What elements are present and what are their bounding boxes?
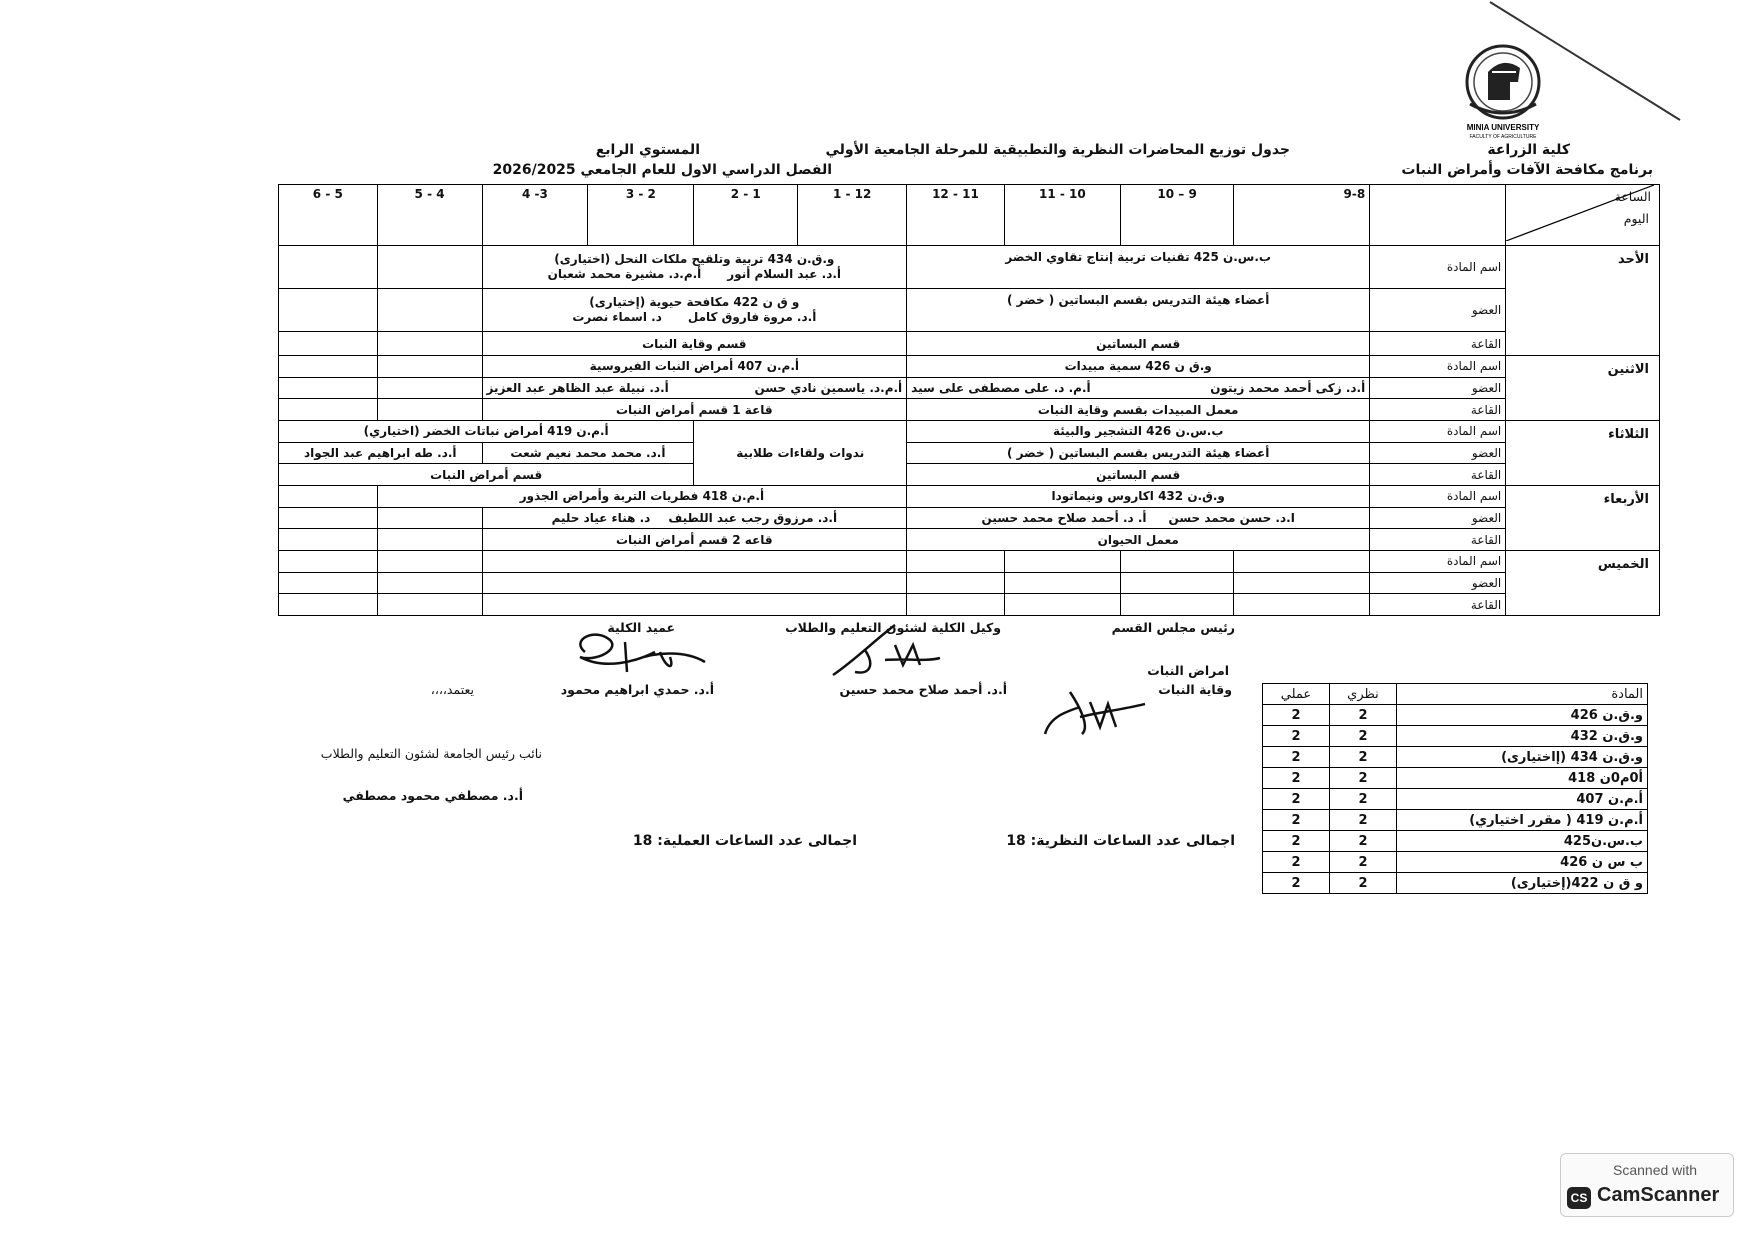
faculty-name: كلية الزراعة [1487, 142, 1570, 158]
wed-member-label: العضو [1370, 507, 1506, 529]
thu-member-6-5 [279, 572, 378, 594]
thu-member-12-11 [1004, 572, 1120, 594]
thu-subject-b [482, 550, 907, 572]
wed-subject-label: اسم المادة [1370, 486, 1506, 508]
mon-hall-a: معمل المبيدات بقسم وقاية النبات [907, 399, 1370, 421]
wed-member-a2: أ. د. أحمد صلاح محمد حسين [981, 511, 1147, 525]
thu-hall-1-12 [907, 594, 1005, 616]
table-row [1263, 873, 1648, 894]
thu-member-label: العضو [1370, 572, 1506, 594]
summary-theory: 2 [1330, 705, 1397, 726]
mon-subject-a: و.ق ن 426 سمية مبيدات [907, 356, 1370, 378]
schedule-table [278, 184, 1660, 616]
thu-member-11-10 [1121, 572, 1234, 594]
wed-member-5-4 [377, 507, 482, 529]
vp-title: نائب رئيس الجامعة لشئون التعليم والطلاب [320, 746, 542, 761]
mon-hall-5-4 [377, 399, 482, 421]
mon-hall-b: قاعة 1 قسم أمراض النبات [482, 399, 907, 421]
day-thursday: الخميس [1506, 550, 1660, 615]
summary-practical: 2 [1263, 747, 1330, 768]
thu-subject-11-10 [1121, 550, 1234, 572]
thu-subject-6-5 [279, 550, 378, 572]
thu-subject-5-4 [377, 550, 482, 572]
thu-hall-5-4 [377, 594, 482, 616]
time-12-11: 12 - 11 [907, 185, 1005, 246]
mon-member-a [907, 377, 1370, 399]
table-row [1263, 768, 1648, 789]
summary-theory: 2 [1330, 873, 1397, 894]
time-9-8: 9-8 [1234, 185, 1370, 246]
thu-hall-label: القاعة [1370, 594, 1506, 616]
thu-hall-11-10 [1121, 594, 1234, 616]
scanner-small-text: Scanned with [1613, 1162, 1698, 1178]
thu-subject-1-12 [907, 550, 1005, 572]
sun-subject-6-5 [279, 245, 378, 288]
wed-hall-label: القاعة [1370, 529, 1506, 551]
sun-hall-6-5 [279, 332, 378, 356]
wed-member-b2: د. هناء عياد حليم [551, 511, 651, 525]
summary-practical: 2 [1263, 852, 1330, 873]
day-wednesday: الأربعاء [1506, 486, 1660, 551]
corner-day-label: اليوم [1623, 211, 1649, 226]
thu-hall-12-11 [1004, 594, 1120, 616]
table-row [1263, 810, 1648, 831]
sun-subject-c-title: و ق ن 422 مكافحة حيوية (إختيارى) [589, 295, 800, 310]
time-11-10: 11 - 10 [1004, 185, 1120, 246]
summary-header-subject: المادة [1397, 684, 1648, 705]
summary-practical: 2 [1263, 705, 1330, 726]
mon-subject-b: أ.م.ن 407 أمراض النبات الفيروسية [482, 356, 907, 378]
logo-university-text: MINIA UNIVERSITY [1466, 123, 1540, 132]
corner-time-label: الساعة [1614, 189, 1651, 204]
sun-subject-b [482, 245, 907, 288]
mon-member-label: العضو [1370, 377, 1506, 399]
time-1-12: 1 - 12 [798, 185, 907, 246]
mon-member-b2: أ.د. نبيلة عبد الظاهر عبد العزيز [486, 381, 669, 396]
thu-member-b [482, 572, 907, 594]
mon-hall-6-5 [279, 399, 378, 421]
summary-subject: أ.م.ن 407 [1397, 789, 1648, 810]
table-row [1263, 705, 1648, 726]
time-10-9: 10 – 9 [1121, 185, 1234, 246]
mon-member-b1: أ.م.د. ياسمين نادي حسن [754, 381, 903, 396]
camscanner-watermark [1560, 1153, 1734, 1217]
summary-theory: 2 [1330, 789, 1397, 810]
thu-hall-b [482, 594, 907, 616]
mon-subject-label: اسم المادة [1370, 356, 1506, 378]
summary-theory: 2 [1330, 747, 1397, 768]
document-title: جدول توزيع المحاضرات النظرية والتطبيقية للمرحلة الجامعية الأولي [825, 142, 1290, 158]
summary-table [1262, 683, 1648, 894]
summary-subject: أ0م0ن 418 [1397, 768, 1648, 789]
time-5-4: 5 - 4 [377, 185, 482, 246]
sun-subject-c [482, 288, 907, 331]
camscanner-logo-icon: CS [1567, 1187, 1591, 1209]
summary-theory: 2 [1330, 852, 1397, 873]
wed-hall-5-4 [377, 529, 482, 551]
dept-head-title: رئيس مجلس القسم [1111, 620, 1235, 635]
tue-seminar: ندوات ولقاءات طلابية [694, 421, 907, 486]
mon-subject-5-4 [377, 356, 482, 378]
summary-subject: و ق ن 422(إختيارى) [1397, 873, 1648, 894]
time-4-3: 4 -3 [482, 185, 588, 246]
wed-member-a1: ا.د. حسن محمد حسن [1168, 511, 1295, 525]
summary-practical: 2 [1263, 831, 1330, 852]
tue-member-label: العضو [1370, 442, 1506, 464]
semester-label: الفصل الدراسي الاول للعام الجامعي 2026/2025 [492, 162, 832, 178]
vice-dean-title: وكيل الكلية لشئون التعليم والطلاب [785, 620, 1001, 635]
scanner-brand-text: CamScanner [1597, 1184, 1720, 1206]
sun-hall-5-4 [377, 332, 482, 356]
sun-subject-5-4 [377, 245, 482, 288]
sun-subject-b-title: و.ق.ن 434 تربية وتلقيح ملكات النحل (اختيارى) [554, 251, 835, 266]
table-row [1263, 852, 1648, 873]
wed-subject-a: و.ق.ن 432 اكاروس ونيماتودا [907, 486, 1370, 508]
thu-hall-6-5 [279, 594, 378, 616]
wed-member-b1: أ.د. مرزوق رجب عبد اللطيف [668, 511, 838, 525]
wed-subject-b: أ.م.ن 418 فطريات التربة وأمراض الجذور [377, 486, 907, 508]
wed-hall-a: معمل الحيوان [907, 529, 1370, 551]
table-row [1263, 726, 1648, 747]
sun-member-label: العضو [1370, 288, 1506, 331]
thu-member-9-8 [1234, 572, 1370, 594]
level-label: المستوي الرابع [595, 142, 700, 158]
thu-hall-9-8 [1234, 594, 1370, 616]
corner-header [1506, 185, 1660, 246]
tue-hall-a: قسم البساتين [907, 464, 1370, 486]
sun-member-c1: أ.د. مروة فاروق كامل [687, 310, 817, 325]
table-row [1263, 747, 1648, 768]
summary-subject: أ.م.ن 419 ( مقرر اختياري) [1397, 810, 1648, 831]
thu-subject-9-8 [1234, 550, 1370, 572]
tue-hall-b: قسم أمراض النبات [279, 464, 694, 486]
summary-practical: 2 [1263, 768, 1330, 789]
sun-member-5-4 [377, 288, 482, 331]
vice-dean-signature [825, 620, 945, 682]
wed-member-6-5 [279, 507, 378, 529]
wed-hall-6-5 [279, 529, 378, 551]
row-label-header-blank [1370, 185, 1506, 246]
tue-member-a: أعضاء هيئة التدريس بقسم البساتين ( خضر ) [907, 442, 1370, 464]
summary-subject: و.ق.ن 426 [1397, 705, 1648, 726]
total-practical-hours: اجمالى عدد الساعات العملية: 18 [632, 833, 857, 849]
dept-head-dept1: امراض النبات [1147, 663, 1229, 678]
dean-title: عميد الكلية [607, 620, 675, 635]
summary-header-practical: عملي [1263, 684, 1330, 705]
summary-practical: 2 [1263, 789, 1330, 810]
dept-head-dept2: وقاية النبات [1158, 682, 1232, 697]
summary-subject: و.ق.ن 432 [1397, 726, 1648, 747]
tue-member-b1-cell: أ.د. محمد محمد نعيم شعت [482, 442, 694, 464]
tue-subject-b: أ.م.ن 419 أمراض نباتات الخضر (اختياري) [279, 421, 694, 443]
summary-theory: 2 [1330, 831, 1397, 852]
dept-head-signature [1040, 672, 1150, 744]
day-tuesday: الثلاثاء [1506, 421, 1660, 486]
vice-dean-name: أ.د. أحمد صلاح محمد حسين [839, 682, 1007, 697]
mon-member-5-4 [377, 377, 482, 399]
mon-hall-label: القاعة [1370, 399, 1506, 421]
logo-faculty-text: FACULTY OF AGRICULTURE [1469, 134, 1537, 140]
summary-practical: 2 [1263, 726, 1330, 747]
wed-subject-6-5 [279, 486, 378, 508]
summary-theory: 2 [1330, 768, 1397, 789]
sun-subject-a: ب.س.ن 425 تقنيات تربية إنتاج تقاوي الخضر [907, 245, 1370, 288]
sun-hall-a: قسم البساتين [907, 332, 1370, 356]
time-6-5: 6 - 5 [279, 185, 378, 246]
thu-member-5-4 [377, 572, 482, 594]
summary-practical: 2 [1263, 810, 1330, 831]
dean-signature [565, 622, 715, 684]
day-sunday: الأحد [1506, 245, 1660, 355]
tue-subject-label: اسم المادة [1370, 421, 1506, 443]
mon-subject-6-5 [279, 356, 378, 378]
tue-member-b2-cell: أ.د. طه ابراهيم عبد الجواد [279, 442, 483, 464]
summary-subject: ب.س.ن425 [1397, 831, 1648, 852]
sun-hall-label: القاعة [1370, 332, 1506, 356]
sun-member-b1: أ.د. عبد السلام أنور [727, 266, 842, 281]
wed-member-b [482, 507, 907, 529]
table-row [1263, 789, 1648, 810]
summary-subject: ب س ن 426 [1397, 852, 1648, 873]
summary-theory: 2 [1330, 726, 1397, 747]
sun-hall-b: قسم وقاية النبات [482, 332, 907, 356]
sun-member-6-5 [279, 288, 378, 331]
approved-label: يعتمد،،،، [430, 682, 474, 697]
mon-member-6-5 [279, 377, 378, 399]
summary-header-theory: نظري [1330, 684, 1397, 705]
mon-member-a2: أ.م. د. على مصطفى على سيد [911, 381, 1091, 396]
thu-subject-label: اسم المادة [1370, 550, 1506, 572]
mon-member-b [482, 377, 907, 399]
summary-theory: 2 [1330, 810, 1397, 831]
sun-member-a: أعضاء هيئة التدريس بقسم البساتين ( خضر ) [907, 288, 1370, 331]
total-theory-hours: اجمالى عدد الساعات النظرية: 18 [1006, 833, 1235, 849]
tue-subject-a: ب.س.ن 426 التشجير والبيئة [907, 421, 1370, 443]
thu-subject-12-11 [1004, 550, 1120, 572]
vp-name: أ.د. مصطفي محمود مصطفي [342, 788, 523, 803]
wed-hall-b: قاعه 2 قسم أمراض النبات [482, 529, 907, 551]
summary-subject: و.ق.ن 434 (إاختيارى) [1397, 747, 1648, 768]
mon-member-a1: أ.د. زكى أحمد محمد زيتون [1210, 381, 1366, 396]
time-2-1: 2 - 1 [694, 185, 798, 246]
table-row [1263, 831, 1648, 852]
program-name: برنامج مكافحة الآفات وأمراض النبات [1401, 162, 1653, 178]
sun-subject-label: اسم المادة [1370, 245, 1506, 288]
wed-member-a [907, 507, 1370, 529]
university-logo [1448, 42, 1558, 142]
tue-hall-label: القاعة [1370, 464, 1506, 486]
day-monday: الاثنين [1506, 356, 1660, 421]
sun-member-c2: د. اسماء نصرت [572, 310, 662, 325]
summary-practical: 2 [1263, 873, 1330, 894]
sun-member-b2: أ.م.د. مشيرة محمد شعبان [547, 266, 702, 281]
dean-name: أ.د. حمدي ابراهيم محمود [560, 682, 714, 697]
thu-member-1-12 [907, 572, 1005, 594]
time-3-2: 3 - 2 [588, 185, 694, 246]
